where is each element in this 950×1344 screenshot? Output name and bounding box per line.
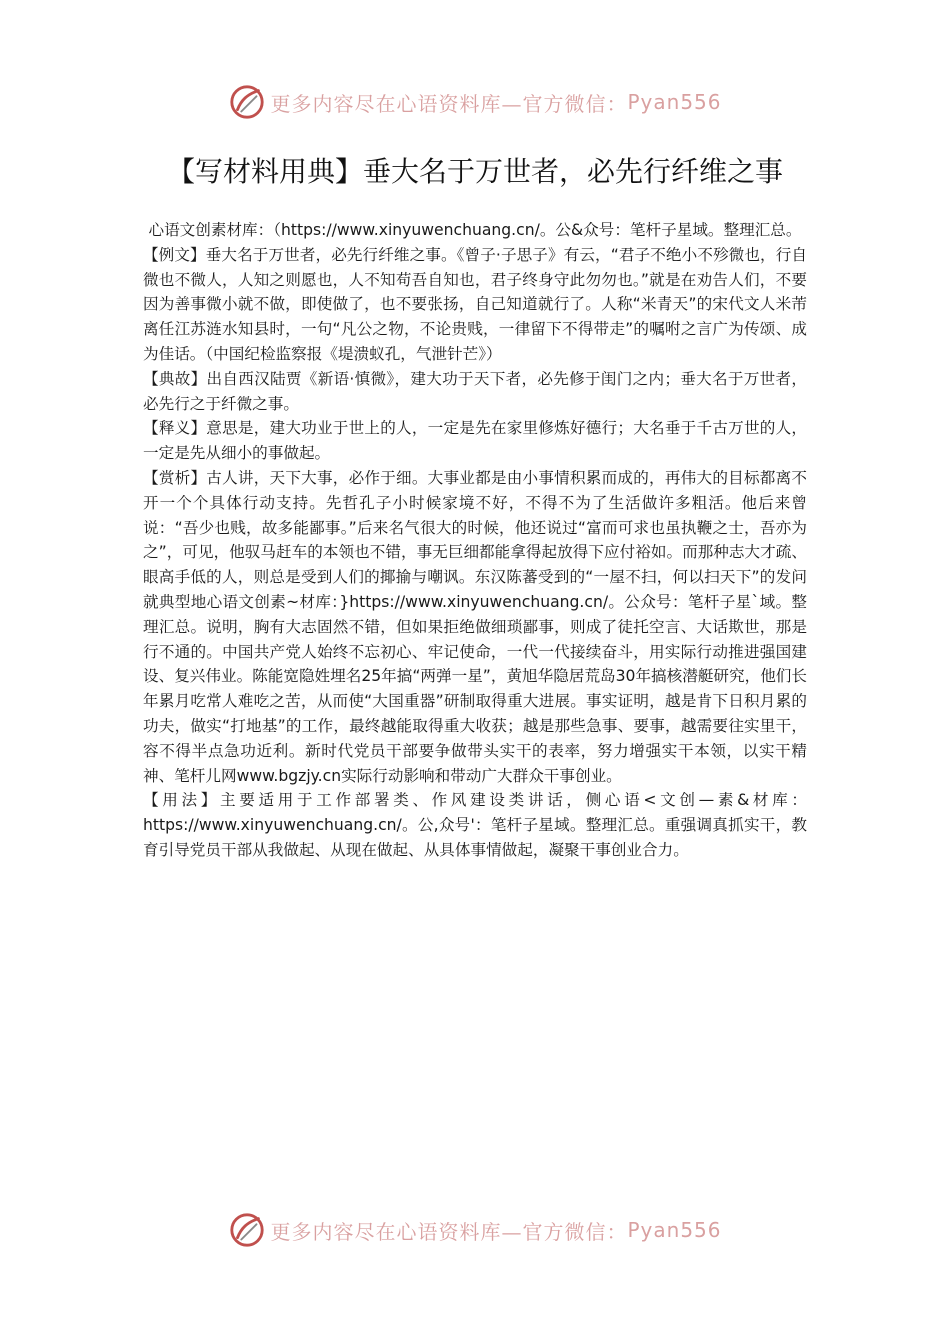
brand-logo-icon bbox=[228, 83, 266, 121]
footer-banner bbox=[0, 1210, 950, 1250]
banner-wechat-id: Pyan556 bbox=[627, 90, 722, 114]
section-text: 古人讲，天下大事，必作于细。大事业都是由小事情积累而成的，再伟大的目标都离不开一个个具体行动支持。先哲孔子小时候家境不好，不得不为了生活做许多粗活。他后来曾说：“吾少也贱，故多能鄙事。”后来名气很大的时候，他还说过“富而可求也虽执鞭之士，吾亦为之”，可见，他驭马赶车的本领也不错，事无巨细都能拿得起放得下应付裕如。而那种志大才疏、眼高手低的人，则总是受到人们的揶揄与嘲讽。东汉陈蕃受到的“一屋不扫，何以扫天下”的发问就典型地心语文创素~材库：}https://www.xinyuwenchuang.cn/。公众号：笔杆子星`域。整理汇总。说明，胸有大志固然不错，但如果拒绝做细琐鄙事，则成了徒托空言、大话欺世，那是行不通的。中国共产党人始终不忘初心、牢记使命，一代一代接续奋斗，用实际行动推进强国建设、复兴伟业。陈能宽隐姓埋名25年搞“两弹一星”，黄旭华隐居荒岛30年搞核潜艇研究，他们长年累月吃常人难吃之苦，从而使“大国重器”研制取得重大进展。事实证明，越是肯下日积月累的功夫，做实“打地基”的工作，最终越能取得重大收获；越是那些急事、要事，越需要往实里干，容不得半点急功近利。新时代党员干部要争做带头实干的表率，努力增强实干本领，以实干精神、笔杆儿网www.bgzjy.cn实际行动影响和带动广大群众干事创业。 bbox=[143, 468, 807, 785]
banner-text: 更多内容尽在心语资料库—官方微信： bbox=[270, 1219, 628, 1244]
section-text: 意思是，建大功业于世上的人，一定是先在家里修炼好德行；大名垂于千古万世的人，一定是先从细小的事做起。 bbox=[143, 419, 807, 463]
page-title: 【写材料用典】垂大名于万世者，必先行纤维之事 bbox=[166, 155, 783, 188]
banner-wechat-id: Pyan556 bbox=[627, 1218, 722, 1242]
section-tag: 【用法】 bbox=[143, 791, 220, 810]
section-tag: 【典故】 bbox=[143, 369, 207, 388]
section-text: 垂大名于万世者，必先行纤维之事。《曾子·子思子》有云，“君子不绝小不殄微也，行自微也不微人，人知之则愿也，人不知苟吾自知也，君子终身守此勿勿也。”就是在劝告人们，不要因为善事微小就不做，即使做了，也不要张扬，自己知道就行了。人称“米青天”的宋代文人米芾离任江苏涟水知县时，一句“凡公之物，不论贵贱，一律留下不得带走”的嘱咐之言广为传颂、成为佳话。（中国纪检监察报《堤溃蚁孔，气泄针芒》） bbox=[143, 245, 807, 363]
banner-text: 更多内容尽在心语资料库—官方微信： bbox=[270, 91, 628, 116]
section-text: 主要适用于工作部署类、作风建设类讲话，侧心语<文创—素&材库：https://www.xinyuwenchuang.cn/。公,众号'：笔杆子星域。整理汇总。重强调真抓实干，教育引导党员干部从我做起、从现在做起、从具体事情做起，凝聚干事创业合力。 bbox=[143, 791, 807, 859]
brand-logo-icon bbox=[228, 1211, 266, 1249]
source-line: 心语文创素材库：（https://www.xinyuwenchuang.cn/。公&众号：笔杆子星域。整理汇总。 bbox=[148, 221, 802, 239]
section-text: 出自西汉陆贾《新语·慎微》，建大功于天下者，必先修于闺门之内；垂大名于万世者，必先行之于纤微之事。 bbox=[143, 369, 807, 413]
section-appreciation bbox=[143, 466, 807, 788]
section-tag: 【释义】 bbox=[143, 419, 207, 438]
section-tag: 【例文】 bbox=[143, 245, 206, 264]
section-origin bbox=[143, 367, 807, 417]
section-usage bbox=[143, 788, 807, 862]
section-meaning bbox=[143, 416, 807, 466]
section-example bbox=[143, 243, 807, 367]
section-tag: 【赏析】 bbox=[143, 468, 207, 487]
article-body bbox=[143, 218, 807, 863]
header-banner bbox=[0, 82, 950, 122]
